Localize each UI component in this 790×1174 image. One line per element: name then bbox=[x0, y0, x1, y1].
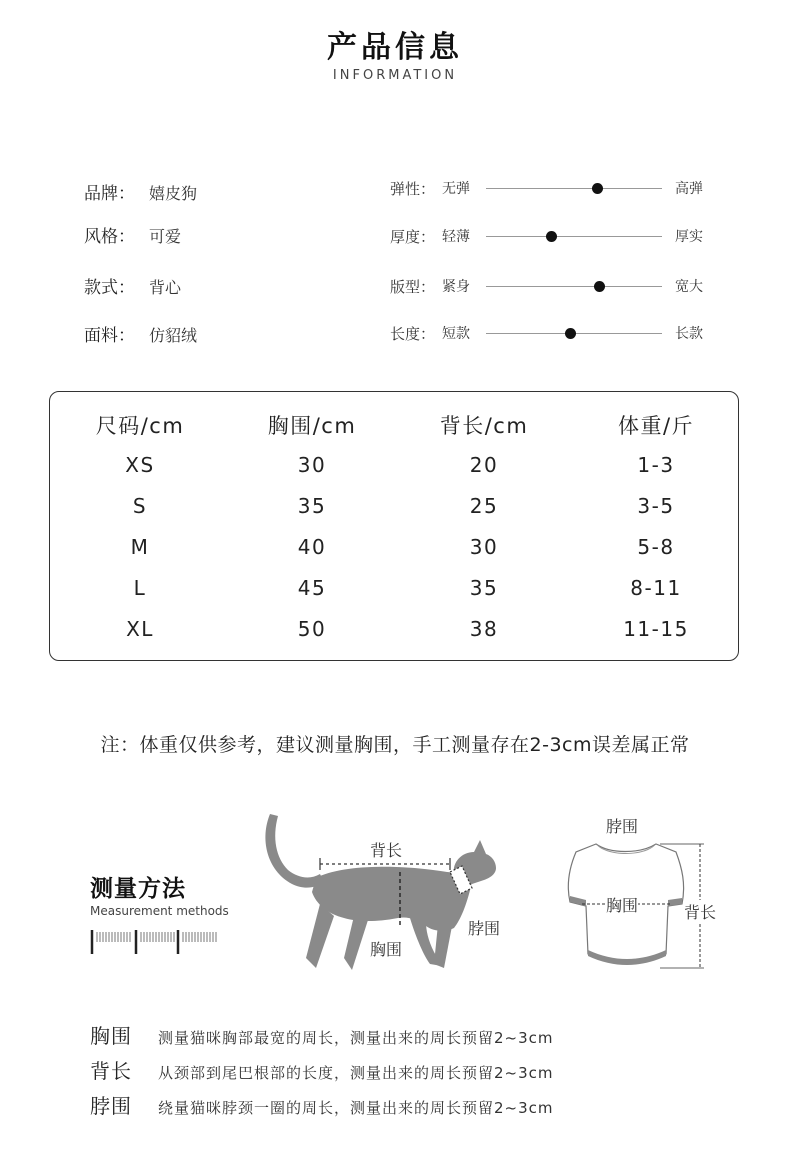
scale-high: 高弹 bbox=[675, 181, 703, 197]
attr-value: 可爱 bbox=[149, 227, 182, 246]
scale-fit bbox=[390, 276, 720, 296]
scale-length bbox=[390, 323, 720, 343]
desc-chest bbox=[90, 1020, 554, 1049]
scale-low: 轻薄 bbox=[442, 229, 470, 245]
table-header: 胸围/cm bbox=[267, 414, 357, 438]
table-cell: 40 bbox=[297, 535, 327, 559]
scale-low: 无弹 bbox=[442, 181, 470, 197]
scale-low: 短款 bbox=[442, 326, 470, 342]
scale-track bbox=[486, 333, 662, 334]
scale-low: 紧身 bbox=[442, 279, 470, 295]
table-header: 体重/斤 bbox=[617, 414, 695, 438]
attr-type bbox=[84, 273, 181, 298]
size-note: 注：体重仅供参考，建议测量胸围，手工测量存在2-3cm误差属正常 bbox=[100, 734, 690, 756]
attr-key: 面料： bbox=[84, 326, 135, 346]
scale-elasticity bbox=[390, 178, 720, 198]
desc-text: 测量猫咪胸部最宽的周长，测量出来的周长预留2~3cm bbox=[158, 1029, 554, 1047]
shirt-chest-label: 胸围 bbox=[606, 893, 638, 916]
ruler-icon bbox=[90, 928, 220, 954]
method-subtitle: Measurement methods bbox=[90, 904, 229, 918]
table-cell: 30 bbox=[469, 535, 499, 559]
attr-key: 品牌： bbox=[84, 184, 135, 204]
table-header: 背长/cm bbox=[439, 414, 529, 438]
desc-term: 脖围 bbox=[90, 1094, 132, 1118]
scale-thickness bbox=[390, 226, 720, 246]
scale-label: 长度： bbox=[390, 325, 436, 343]
cat-neck-label: 脖围 bbox=[468, 919, 501, 938]
table-cell: L bbox=[133, 576, 147, 600]
shirt-neck-label: 脖围 bbox=[606, 817, 639, 836]
table-cell: 25 bbox=[469, 494, 499, 518]
table-cell: 35 bbox=[297, 494, 327, 518]
size-table bbox=[49, 391, 739, 661]
attr-key: 风格： bbox=[84, 227, 135, 247]
attr-value: 背心 bbox=[149, 278, 182, 297]
scale-track bbox=[486, 188, 662, 189]
scale-high: 厚实 bbox=[675, 229, 703, 245]
scale-label: 版型： bbox=[390, 278, 436, 296]
table-cell: XL bbox=[126, 617, 154, 641]
page-title: 产品信息 bbox=[327, 30, 463, 65]
page-subtitle: INFORMATION bbox=[332, 68, 458, 83]
attr-value: 仿貂绒 bbox=[149, 326, 198, 345]
scale-indicator bbox=[592, 183, 603, 194]
table-cell: S bbox=[132, 494, 148, 518]
desc-text: 绕量猫咪脖颈一圈的周长，测量出来的周长预留2~3cm bbox=[158, 1099, 554, 1117]
attr-brand bbox=[84, 179, 197, 204]
attr-fabric bbox=[84, 321, 197, 346]
table-header: 尺码/cm bbox=[95, 414, 185, 438]
desc-neck bbox=[90, 1090, 554, 1119]
scale-label: 厚度： bbox=[390, 228, 436, 246]
desc-text: 从颈部到尾巴根部的长度，测量出来的周长预留2~3cm bbox=[158, 1064, 554, 1082]
table-cell: 5-8 bbox=[637, 535, 675, 559]
table-cell: 8-11 bbox=[630, 576, 682, 600]
scale-track bbox=[486, 286, 662, 287]
scale-indicator bbox=[594, 281, 605, 292]
scale-high: 宽大 bbox=[675, 279, 703, 295]
table-cell: M bbox=[130, 535, 150, 559]
desc-back bbox=[90, 1055, 554, 1084]
desc-term: 胸围 bbox=[90, 1024, 132, 1048]
table-cell: 45 bbox=[297, 576, 327, 600]
table-cell: 11-15 bbox=[623, 617, 689, 641]
scale-indicator bbox=[565, 328, 576, 339]
scale-label: 弹性： bbox=[390, 180, 436, 198]
table-cell: 38 bbox=[469, 617, 499, 641]
table-cell: 35 bbox=[469, 576, 499, 600]
table-cell: 1-3 bbox=[637, 453, 675, 477]
cat-chest-label: 胸围 bbox=[370, 940, 403, 959]
cat-back-label: 背长 bbox=[370, 841, 403, 860]
table-cell: 50 bbox=[297, 617, 327, 641]
attr-key: 款式： bbox=[84, 278, 135, 298]
table-cell: XS bbox=[125, 453, 155, 477]
table-cell: 3-5 bbox=[637, 494, 675, 518]
method-title: 测量方法 bbox=[90, 876, 186, 902]
attr-value: 嬉皮狗 bbox=[149, 184, 198, 203]
table-cell: 30 bbox=[297, 453, 327, 477]
scale-indicator bbox=[546, 231, 557, 242]
desc-term: 背长 bbox=[90, 1059, 132, 1083]
scale-high: 长款 bbox=[675, 326, 703, 342]
table-cell: 20 bbox=[469, 453, 499, 477]
shirt-back-label: 背长 bbox=[684, 900, 716, 923]
attr-style bbox=[84, 222, 181, 247]
scale-track bbox=[486, 236, 662, 237]
